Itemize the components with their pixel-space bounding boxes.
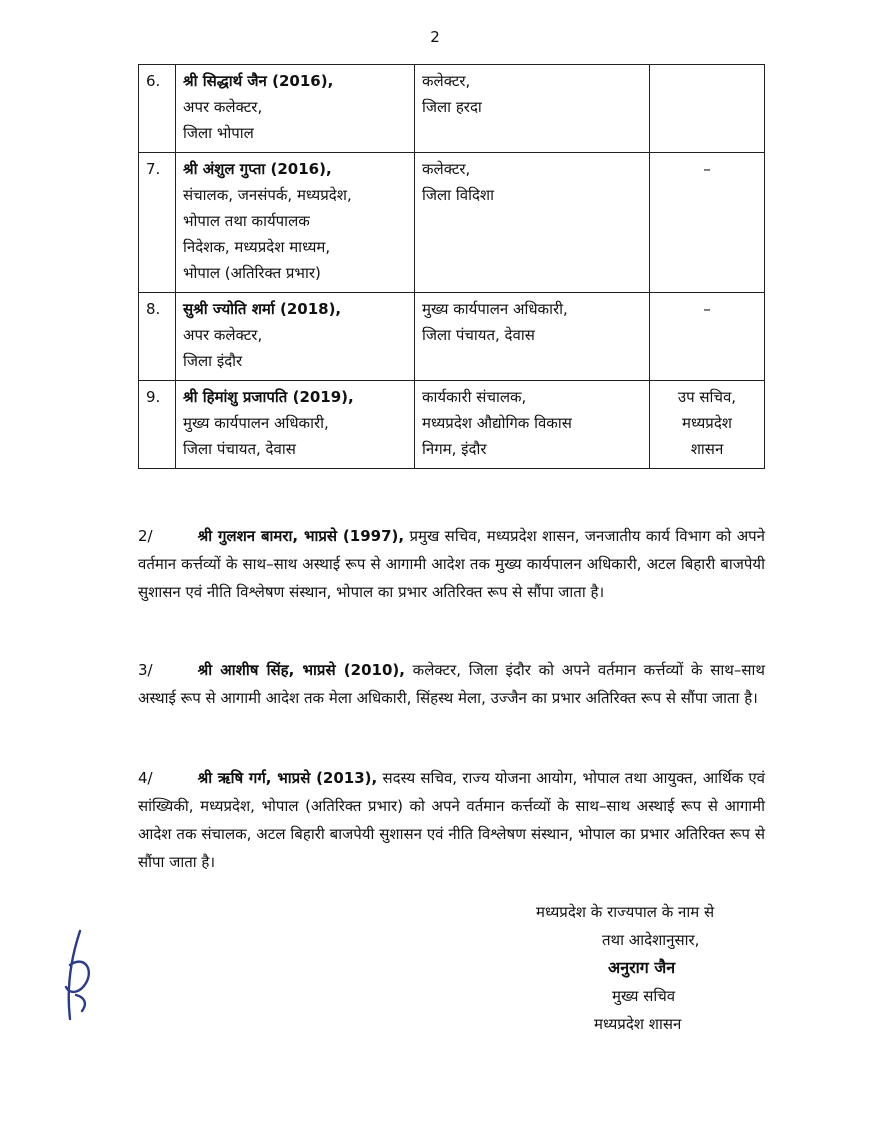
officer-line: जिला इंदौर (183, 352, 243, 370)
serial-number: 6. (139, 65, 176, 153)
posting-line: कलेक्टर, (422, 72, 471, 90)
additional-charge-cell (650, 293, 765, 381)
posting-line: मुख्य कार्यपालन अधिकारी, (422, 300, 568, 318)
order-paragraph (138, 656, 765, 712)
signatory-designation: मुख्य सचिव (612, 987, 676, 1005)
posting-line: जिला विदिशा (422, 186, 494, 204)
officer-line: निदेशक, मध्यप्रदेश माध्यम, (183, 238, 331, 256)
officer-line: मुख्य कार्यपालन अधिकारी, (183, 414, 329, 432)
order-paragraph (138, 522, 765, 606)
additional-charge-cell (650, 65, 765, 153)
serial-number: 9. (139, 381, 176, 469)
officer-line: भोपाल (अतिरिक्त प्रभार) (183, 264, 321, 282)
paragraph-text: प्रमुख सचिव, मध्यप्रदेश शासन, जनजातीय कार्य विभाग को अपने वर्तमान कर्त्तव्यों के साथ–साथ अस्थाई रूप से आगामी आदेश तक मुख्य कार्यपालन अधिकारी, अटल बिहारी बाजपेयी सुशासन एवं नीति विश्लेषण संस्थान, भोपाल का प्रभार अतिरिक्त रूप से सौंपा जाता है। (138, 527, 766, 601)
posting-cell (415, 65, 650, 153)
officer-name: श्री अंशुल गुप्ता (2016), (183, 160, 332, 178)
posting-line: निगम, इंदौर (422, 440, 487, 458)
additional-line: मध्यप्रदेश (681, 414, 732, 432)
paragraph-number: 2/ (138, 527, 153, 545)
additional-line: उप सचिव, (677, 388, 737, 406)
signature-line: मध्यप्रदेश के राज्यपाल के नाम से (536, 903, 715, 921)
officer-name: सुश्री ज्योति शर्मा (2018), (183, 300, 342, 318)
officer-line: अपर कलेक्टर, (183, 98, 263, 116)
table-row (139, 293, 765, 381)
additional-charge-cell (650, 153, 765, 293)
paragraph-text: सदस्य सचिव, राज्य योजना आयोग, भोपाल तथा आयुक्त, आर्थिक एवं सांख्यिकी, मध्यप्रदेश, भोपाल (अतिरिक्त प्रभार) को अपने वर्तमान कर्त्तव्यों के साथ–साथ अस्थाई रूप से आगामी आदेश तक संचालक, अटल बिहारी बाजपेयी सुशासन एवं नीति विश्लेषण संस्थान, भोपाल का प्रभार अतिरिक्त रूप से सौंपा जाता है। (138, 769, 765, 871)
paragraph-number: 4/ (138, 769, 153, 787)
officer-line: जिला पंचायत, देवास (183, 440, 296, 458)
officer-line: अपर कलेक्टर, (183, 326, 263, 344)
officer-line: संचालक, जनसंपर्क, मध्यप्रदेश, (183, 186, 352, 204)
officer-name: श्री ऋषि गर्ग, भाप्रसे (2013), (197, 769, 378, 787)
dash: – (703, 160, 711, 178)
officer-cell (176, 293, 415, 381)
handwritten-initials (58, 925, 100, 1025)
signatory-office: मध्यप्रदेश शासन (594, 1015, 682, 1033)
page-number: 2 (430, 28, 440, 46)
signature-line: तथा आदेशानुसार, (602, 931, 700, 949)
posting-line: जिला हरदा (422, 98, 482, 116)
officer-name: श्री सिद्धार्थ जैन (2016), (183, 72, 334, 90)
signatory-name: अनुराग जैन (608, 958, 676, 977)
posting-cell (415, 381, 650, 469)
posting-line: कार्यकारी संचालक, (422, 388, 527, 406)
officer-name: श्री आशीष सिंह, भाप्रसे (2010), (197, 661, 405, 679)
paragraph-text: कलेक्टर, जिला इंदौर को अपने वर्तमान कर्त्तव्यों के साथ–साथ अस्थाई रूप से आगामी आदेश तक मेला अधिकारी, सिंहस्थ मेला, उज्जैन का प्रभार अतिरिक्त रूप से सौंपा जाता है। (138, 661, 765, 707)
additional-charge-cell (650, 381, 765, 469)
officer-name: श्री गुलशन बामरा, भाप्रसे (1997), (197, 527, 405, 545)
officer-name: श्री हिमांशु प्रजापति (2019), (183, 388, 354, 406)
transfer-table (138, 64, 765, 469)
posting-line: कलेक्टर, (422, 160, 471, 178)
posting-cell (415, 153, 650, 293)
officer-line: जिला भोपाल (183, 124, 254, 142)
posting-line: जिला पंचायत, देवास (422, 326, 535, 344)
table-row (139, 381, 765, 469)
posting-line: मध्यप्रदेश औद्योगिक विकास (422, 414, 572, 432)
officer-cell (176, 381, 415, 469)
officer-cell (176, 153, 415, 293)
dash: – (703, 300, 711, 318)
additional-line: शासन (690, 440, 724, 458)
serial-number: 7. (139, 153, 176, 293)
serial-number: 8. (139, 293, 176, 381)
signature-block (520, 898, 770, 1038)
paragraph-number: 3/ (138, 661, 153, 679)
officer-line: भोपाल तथा कार्यपालक (183, 212, 310, 230)
order-paragraph (138, 764, 765, 876)
officer-cell (176, 65, 415, 153)
table-row (139, 65, 765, 153)
table-row (139, 153, 765, 293)
posting-cell (415, 293, 650, 381)
